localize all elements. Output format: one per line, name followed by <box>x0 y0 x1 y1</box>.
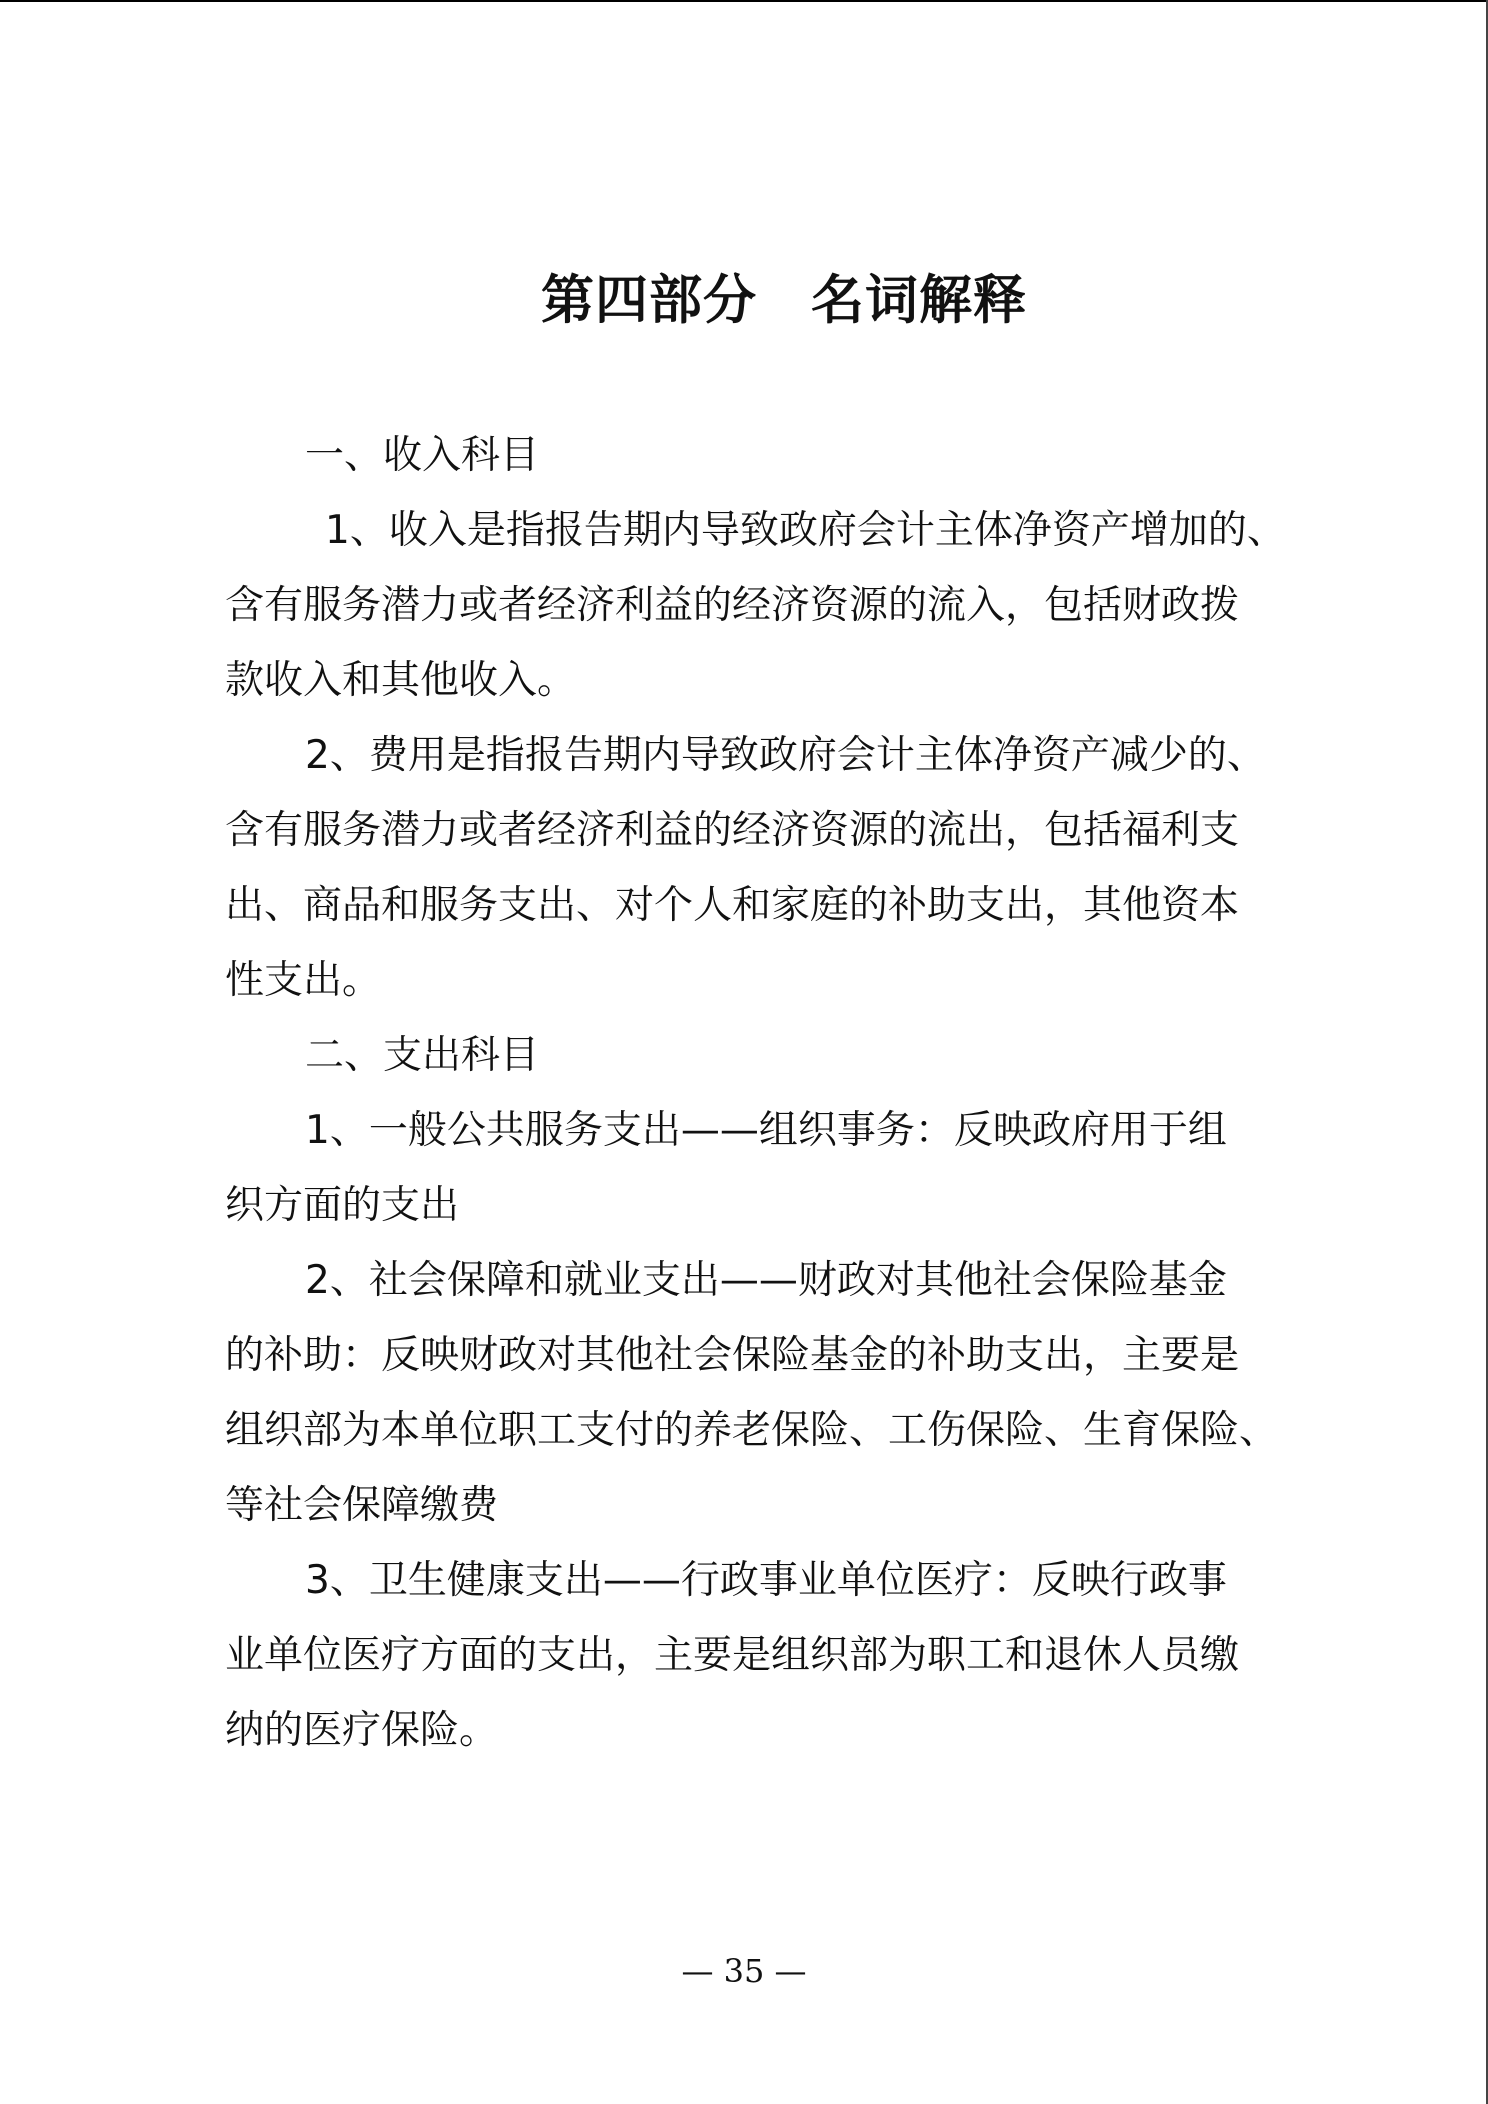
section-heading-income: 一、收入科目 <box>305 433 540 478</box>
paragraph-line: 等社会保障缴费 <box>225 1483 499 1528</box>
page-title: 第四部分 名词解释 <box>541 270 1027 331</box>
paragraph-line: 2、费用是指报告期内导致政府会计主体净资产减少的、 <box>305 733 1266 778</box>
paragraph-line: 组织部为本单位职工支付的养老保险、工伤保险、生育保险、 <box>225 1408 1279 1453</box>
paragraph-line: 1、收入是指报告期内导致政府会计主体净资产增加的、 <box>325 508 1286 553</box>
section-heading-expenditure: 二、支出科目 <box>305 1033 540 1078</box>
top-border-line <box>0 0 1488 2</box>
paragraph-line: 3、卫生健康支出——行政事业单位医疗：反映行政事 <box>305 1558 1227 1603</box>
paragraph-line: 纳的医疗保险。 <box>225 1708 499 1753</box>
paragraph-line: 业单位医疗方面的支出，主要是组织部为职工和退休人员缴 <box>225 1633 1240 1678</box>
paragraph-line: 性支出。 <box>225 958 382 1003</box>
paragraph-line: 含有服务潜力或者经济利益的经济资源的流入，包括财政拨 <box>225 583 1240 628</box>
paragraph-line: 织方面的支出 <box>225 1183 460 1228</box>
page-number: — 35 — <box>681 1952 807 1990</box>
paragraph-line: 款收入和其他收入。 <box>225 658 577 703</box>
paragraph-line: 的补助：反映财政对其他社会保险基金的补助支出，主要是 <box>225 1333 1240 1378</box>
paragraph-line: 含有服务潜力或者经济利益的经济资源的流出，包括福利支 <box>225 808 1240 853</box>
paragraph-line: 1、一般公共服务支出——组织事务：反映政府用于组 <box>305 1108 1227 1153</box>
paragraph-line: 2、社会保障和就业支出——财政对其他社会保险基金 <box>305 1258 1227 1303</box>
paragraph-line: 出、商品和服务支出、对个人和家庭的补助支出，其他资本 <box>225 883 1240 928</box>
